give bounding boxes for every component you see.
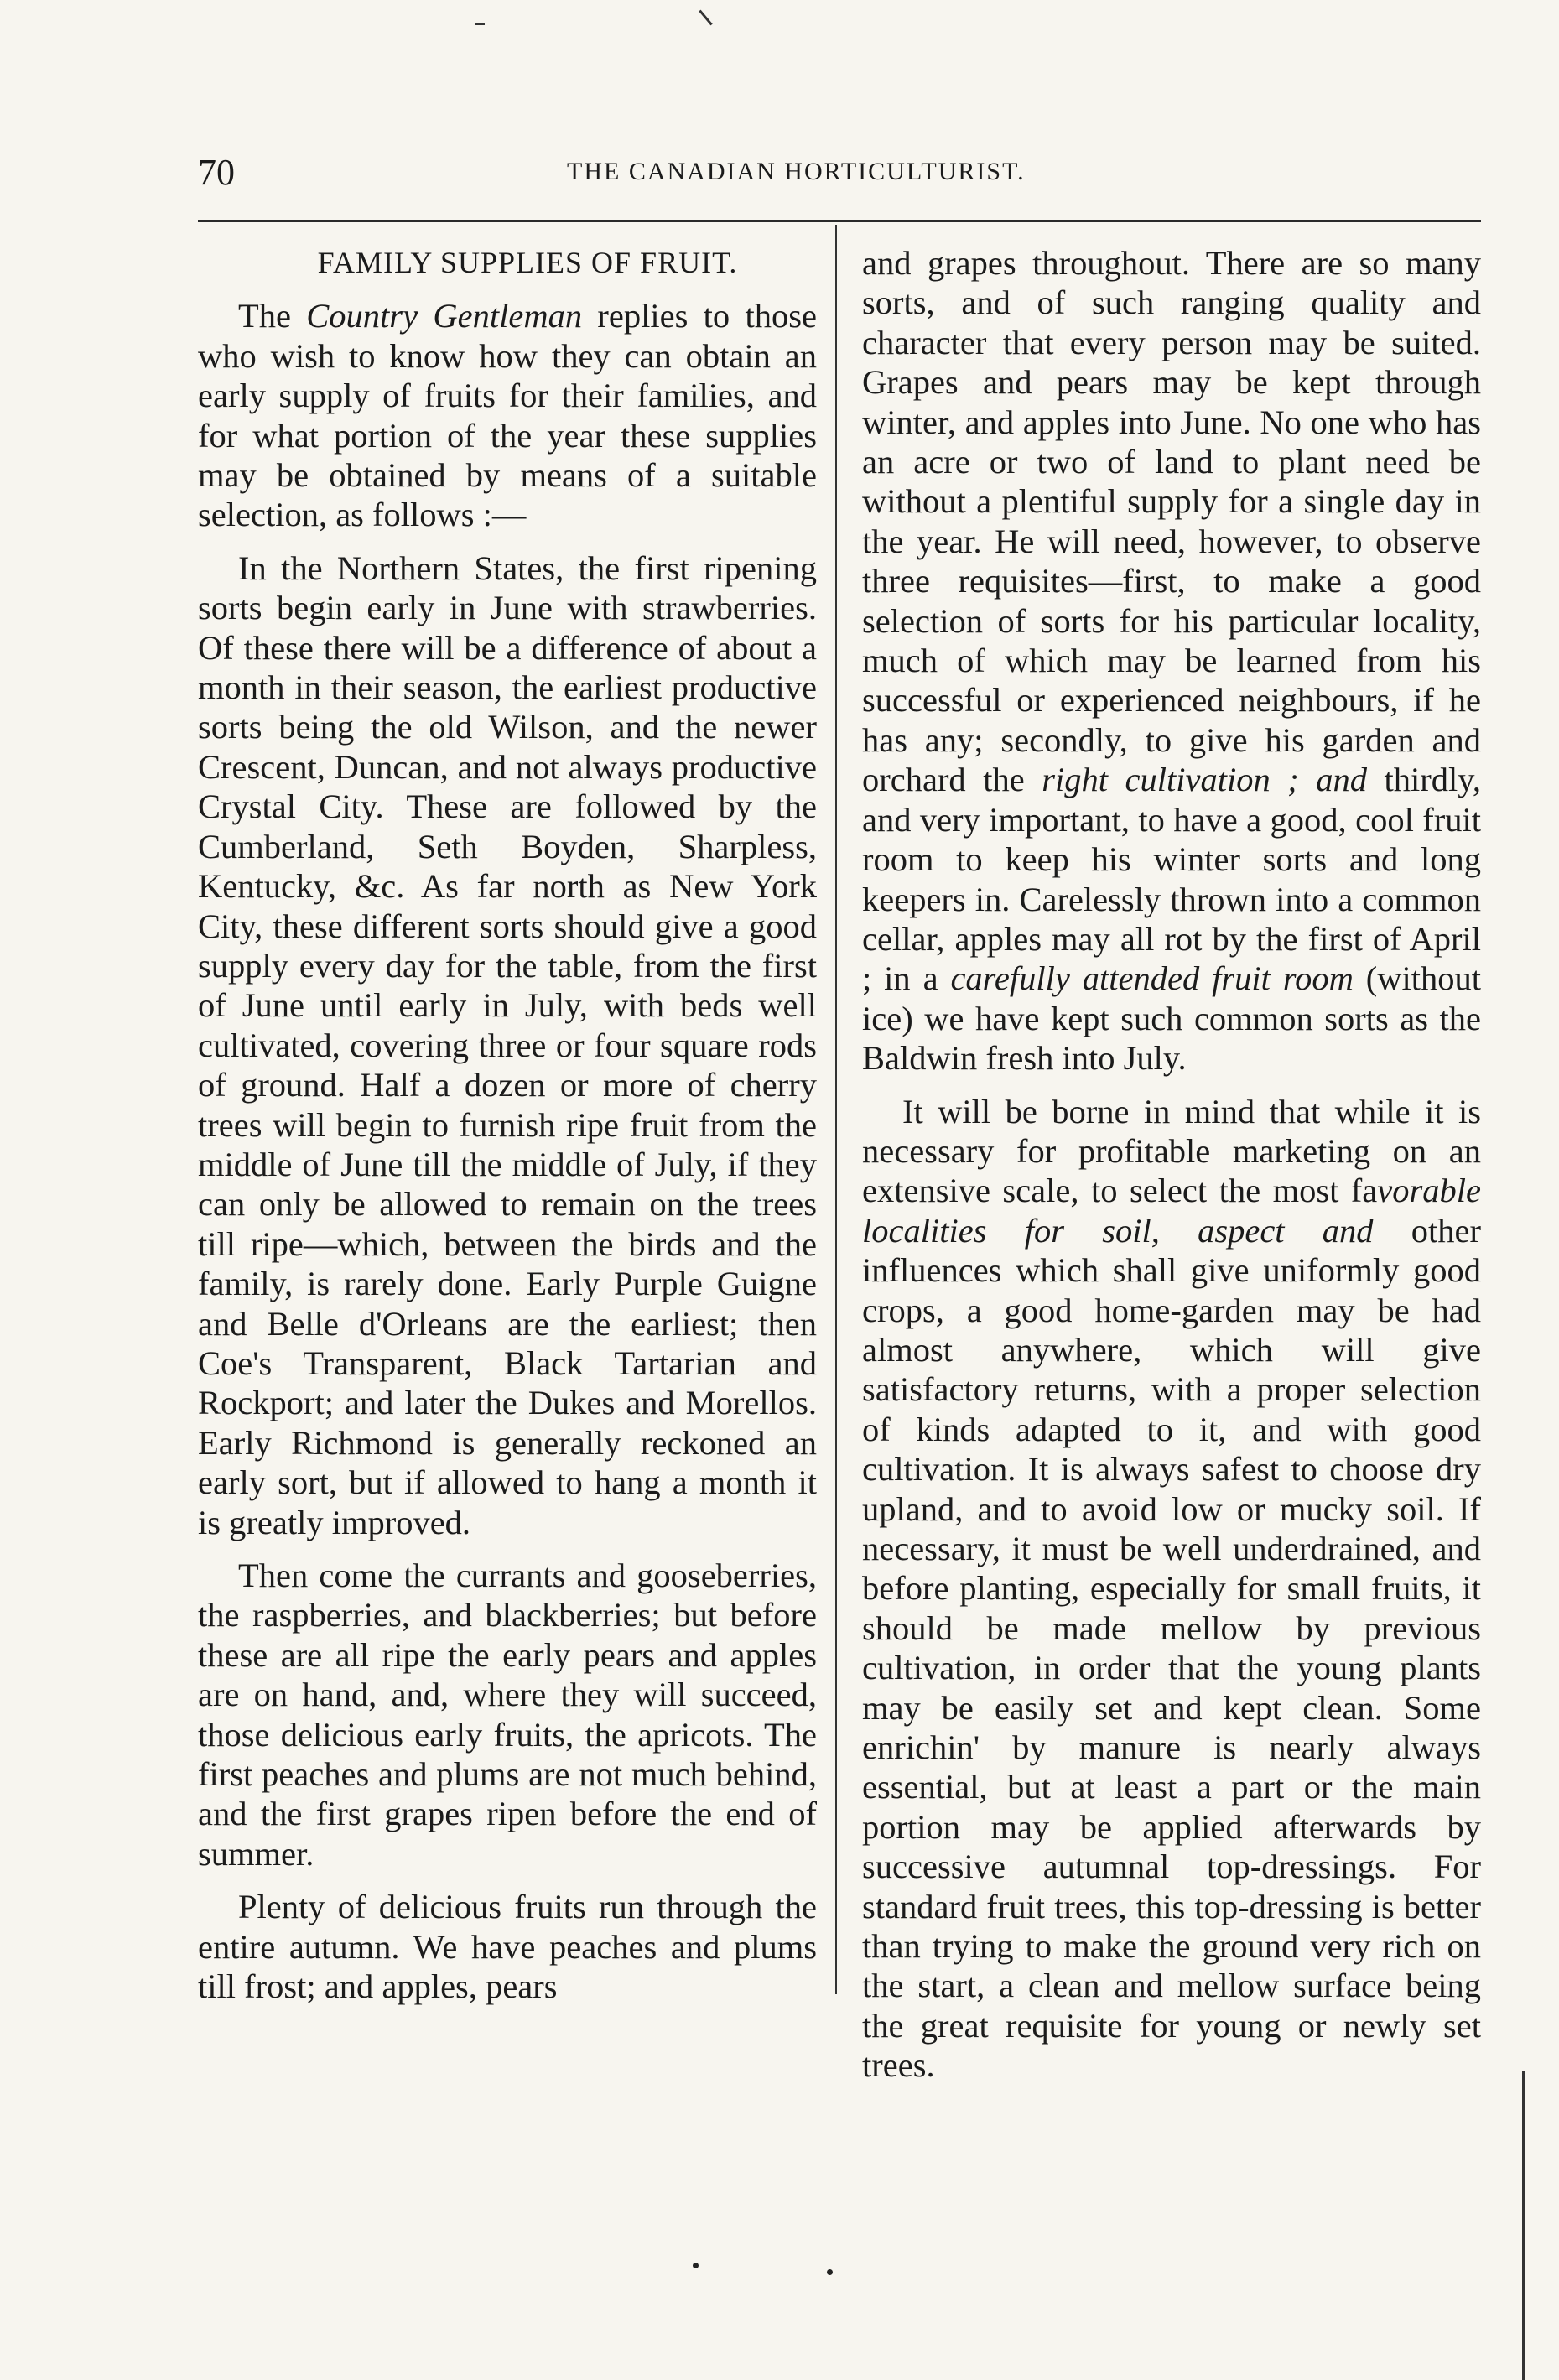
emphasis-run: vorable localities for soil, aspect and — [862, 1172, 1481, 1250]
emphasis-run: carefully attended fruit room — [950, 959, 1354, 998]
emphasis-run: right cultivation ; and — [1042, 761, 1367, 799]
text-run: (without ice) we have kept such common sorts as the Baldwin fresh into July. — [862, 959, 1481, 1078]
header-rule — [198, 220, 1481, 222]
text-run: and grapes throughout. There are so many sorts, and of such ranging quality and character that every person may be suited. Grapes and pears may be kept through winter, and apples into June. No one who has an acre or two of land to plant need be without a plentiful supply for a single day in the year. He will need, however, to observe three requisites—first, to make a good selection of sorts for his particular locality, much of which may be learned from his successful or experienced neighbours, if he has any; secondly, to give his garden and orchard the — [862, 244, 1481, 799]
text-run: It will be borne in mind that while it is necessary for profitable marketing on an extensive scale, to select the most fa — [862, 1092, 1481, 1210]
page-edge-line — [1522, 2071, 1525, 2380]
paragraph-autumn-continued — [862, 243, 1481, 1078]
intro-pre: The — [238, 297, 307, 335]
source-name: Country Gentleman — [306, 297, 583, 335]
running-title: THE CANADIAN HORTICULTURIST. — [567, 158, 1026, 185]
scan-mark — [475, 23, 485, 25]
paragraph-currants: Then come the currants and gooseberries, the raspberries, and blackberries; but before these are all ripe the early pears and apples are on hand, and, where they will succeed, those delicious early fruits, the apricots. The first peaches and plums are not much behind, and the first grapes ripen before the end of summer. — [198, 1556, 817, 1873]
column-divider — [835, 225, 837, 1994]
text-run: other influences which shall give uniformly good crops, a good home-garden may be had almost anywhere, which will give satisfactory returns, with a proper selection of kinds adapted to it, and with good cultivation. It is always safest to choose dry upland, and to avoid low or mucky soil. If necessary, it must be well underdrained, and before planting, especially for small fruits, it should be made mellow by previous cultivation, in order that the young plants may be easily set and kept clean. Some enrichin' by manure is nearly always essential, but at least a part or the main portion may be applied afterwards by successive autumnal top-dressings. For standard fruit trees, this top-dressing is better than trying to make the ground very rich on the start, a clean and mellow surface being the great requisite for young or newly set trees. — [862, 1211, 1481, 2085]
right-column — [862, 243, 1481, 2099]
page-header — [198, 151, 1481, 193]
ink-speck — [693, 2263, 699, 2268]
paragraph-strawberries-cherries: In the Northern States, the first ripening sorts begin early in June with strawberries. Of these there will be a difference of about a month in their season, the earliest productive sorts being the old Wilson, and the newer Crescent, Duncan, and not always productive Crystal City. These are followed by the Cumberland, Seth Boyden, Sharpless, Kentucky, &c. As far north as New York City, these different sorts should give a good supply every day for the table, from the first of June until early in July, with beds well cultivated, covering three or four square rods of ground. Half a dozen or more of cherry trees will begin to furnish ripe fruit from the middle of June till the middle of July, if they can only be allowed to remain on the trees till ripe—which, between the birds and the family, is rarely done. Early Purple Guigne and Belle d'Orleans are the earliest; then Coe's Transparent, Black Tartarian and Rockport; and later the Dukes and Morellos. Early Richmond is generally reckoned an early sort, but if allowed to hang a month it is greatly improved. — [198, 548, 817, 1541]
page-number: 70 — [198, 152, 235, 193]
left-column — [198, 243, 817, 2019]
intro-post: replies to those who wish to know how they can obtain an early supply of fruits for their families, and for what portion of the year these supplies may be obtained by means of a suitable selection, as follows :— — [198, 297, 817, 534]
paragraph-autumn: Plenty of delicious fruits run through the entire autumn. We have peaches and plums till frost; and apples, pears — [198, 1888, 817, 2006]
ink-speck — [827, 2269, 833, 2275]
paragraph-home-garden — [862, 1092, 1481, 2086]
article-title: FAMILY SUPPLIES OF FRUIT. — [317, 246, 738, 279]
intro-paragraph — [198, 296, 817, 534]
scan-mark — [699, 10, 712, 26]
text-run: thirdly, and very important, to have a good, cool fruit room to keep his winter sorts and long keepers in. Carelessly thrown into a common cellar, apples may all rot by the first of April ; in a — [862, 761, 1481, 998]
